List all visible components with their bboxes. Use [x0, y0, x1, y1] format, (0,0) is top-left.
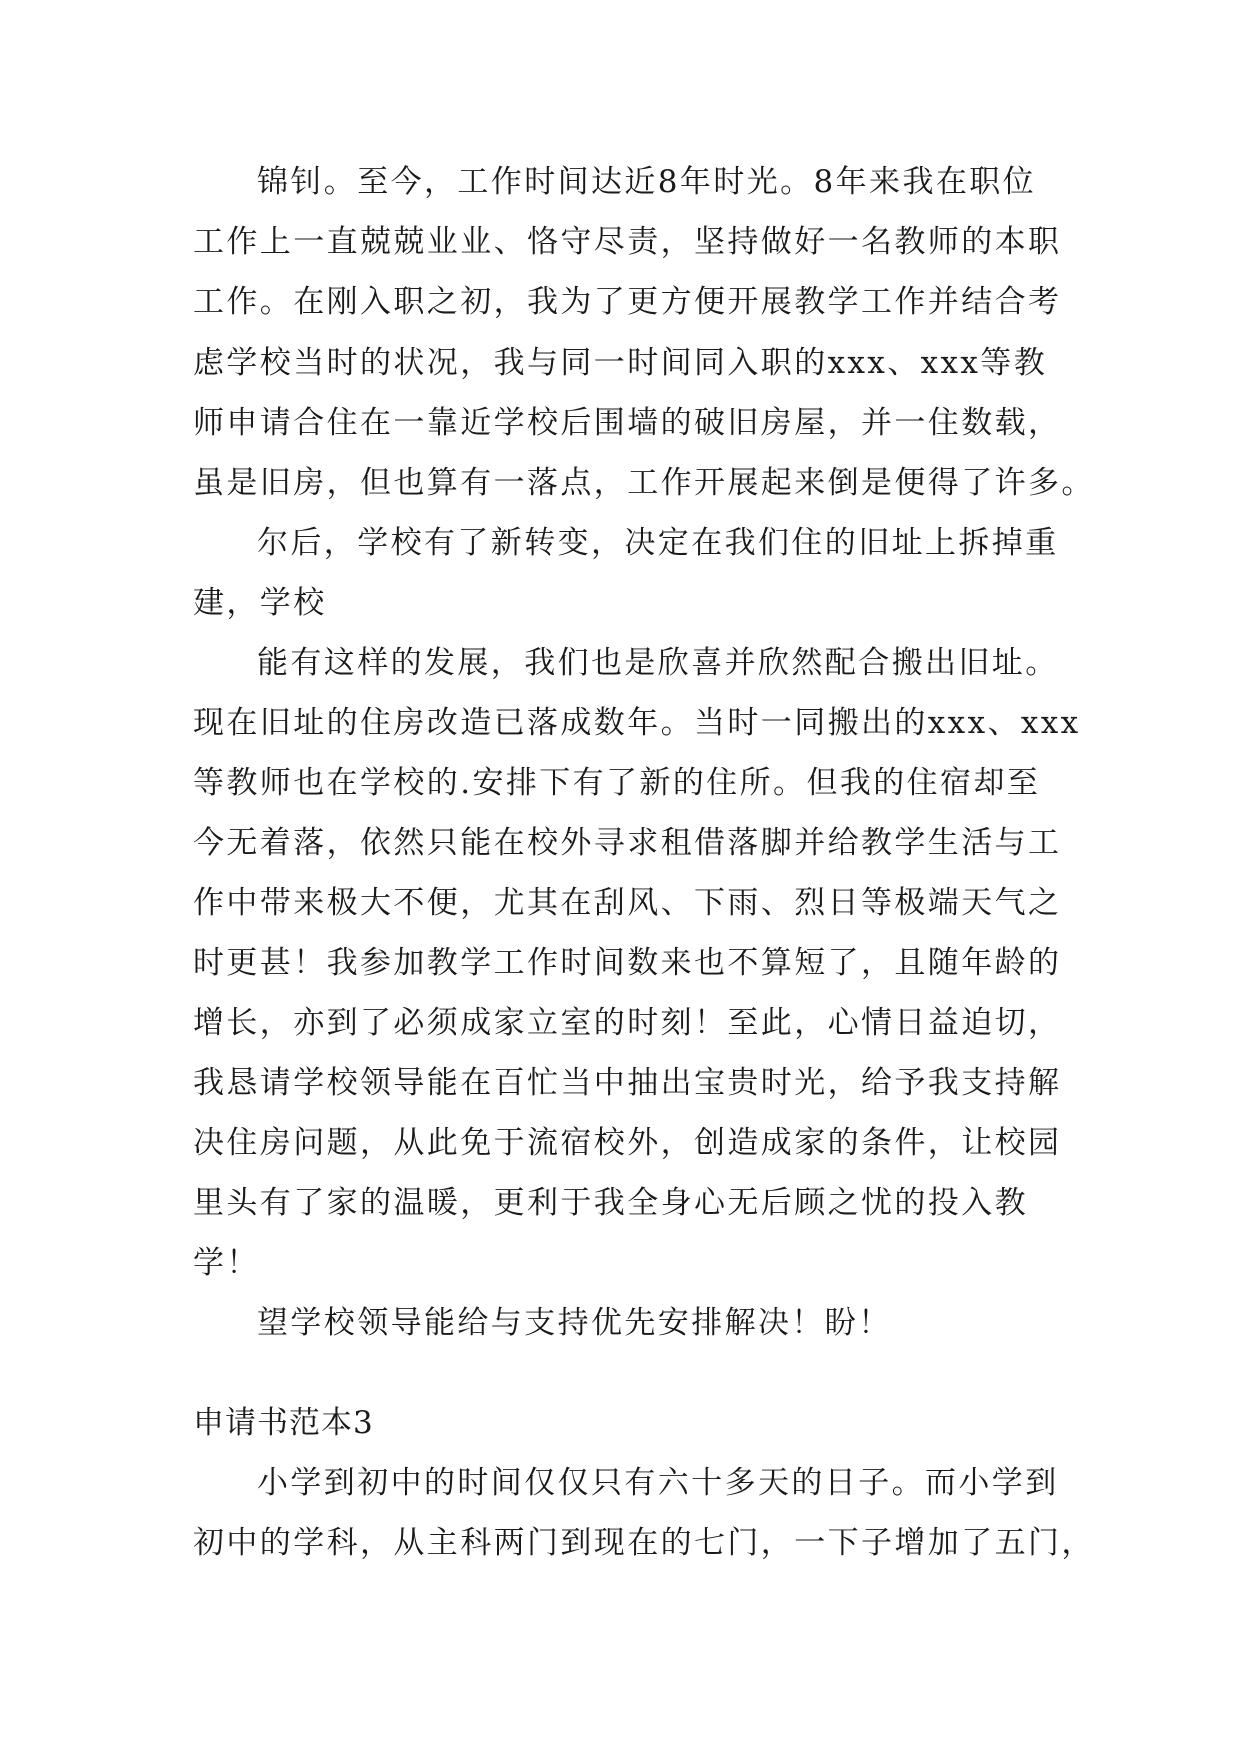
section-heading: 申请书范本3: [193, 1405, 374, 1441]
paragraph-1-line-2: 工作上一直兢兢业业、恪守尽责，坚持做好一名教师的本职: [193, 224, 1062, 260]
paragraph-3-line-11: 学！: [193, 1245, 260, 1281]
paragraph-3-line-3: 等教师也在学校的.安排下有了新的住所。但我的住宿却至: [193, 765, 1041, 801]
paragraph-3-line-5: 作中带来极大不便，尤其在刮风、下雨、烈日等极端天气之: [193, 885, 1062, 921]
paragraph-1-line-3: 工作。在刚入职之初，我为了更方便开展教学工作并结合考: [193, 284, 1062, 320]
paragraph-2-line-2: 建，学校: [193, 585, 327, 621]
paragraph-1-line-6: 虽是旧房，但也算有一落点，工作开展起来倒是便得了许多。: [193, 465, 1095, 501]
paragraph-1-line-5: 师申请合住在一靠近学校后围墙的破旧房屋，并一住数载，: [193, 405, 1062, 441]
paragraph-5-line-1: 小学到初中的时间仅仅只有六十多天的日子。而小学到: [257, 1465, 1059, 1501]
paragraph-3-line-6: 时更甚！我参加教学工作时间数来也不算短了，且随年龄的: [193, 945, 1062, 981]
paragraph-3-line-8: 我恳请学校领导能在百忙当中抽出宝贵时光，给予我支持解: [193, 1065, 1062, 1101]
paragraph-3-line-4: 今无着落，依然只能在校外寻求租借落脚并给教学生活与工: [193, 825, 1062, 861]
paragraph-3-line-1: 能有这样的发展，我们也是欣喜并欣然配合搬出旧址。: [257, 645, 1059, 681]
paragraph-4-line-1: 望学校领导能给与支持优先安排解决！盼！: [257, 1305, 892, 1341]
paragraph-5-line-2: 初中的学科，从主科两门到现在的七门，一下子增加了五门，: [193, 1525, 1095, 1561]
paragraph-1-line-1: 锦钊。至今，工作时间达近8年时光。8年来我在职位: [257, 164, 1037, 200]
paragraph-1-line-4: 虑学校当时的状况，我与同一时间同入职的xxx、xxx等教: [193, 345, 1048, 381]
paragraph-3-line-10: 里头有了家的温暖，更利于我全身心无后顾之忧的投入教: [193, 1185, 1028, 1221]
paragraph-3-line-7: 增长，亦到了必须成家立室的时刻！至此，心情日益迫切，: [193, 1005, 1062, 1041]
paragraph-3-line-9: 决住房问题，从此免于流宿校外，创造成家的条件，让校园: [193, 1125, 1062, 1161]
paragraph-3-line-2: 现在旧址的住房改造已落成数年。当时一同搬出的xxx、xxx: [193, 705, 1081, 741]
paragraph-2-line-1: 尔后，学校有了新转变，决定在我们住的旧址上拆掉重: [257, 525, 1059, 561]
